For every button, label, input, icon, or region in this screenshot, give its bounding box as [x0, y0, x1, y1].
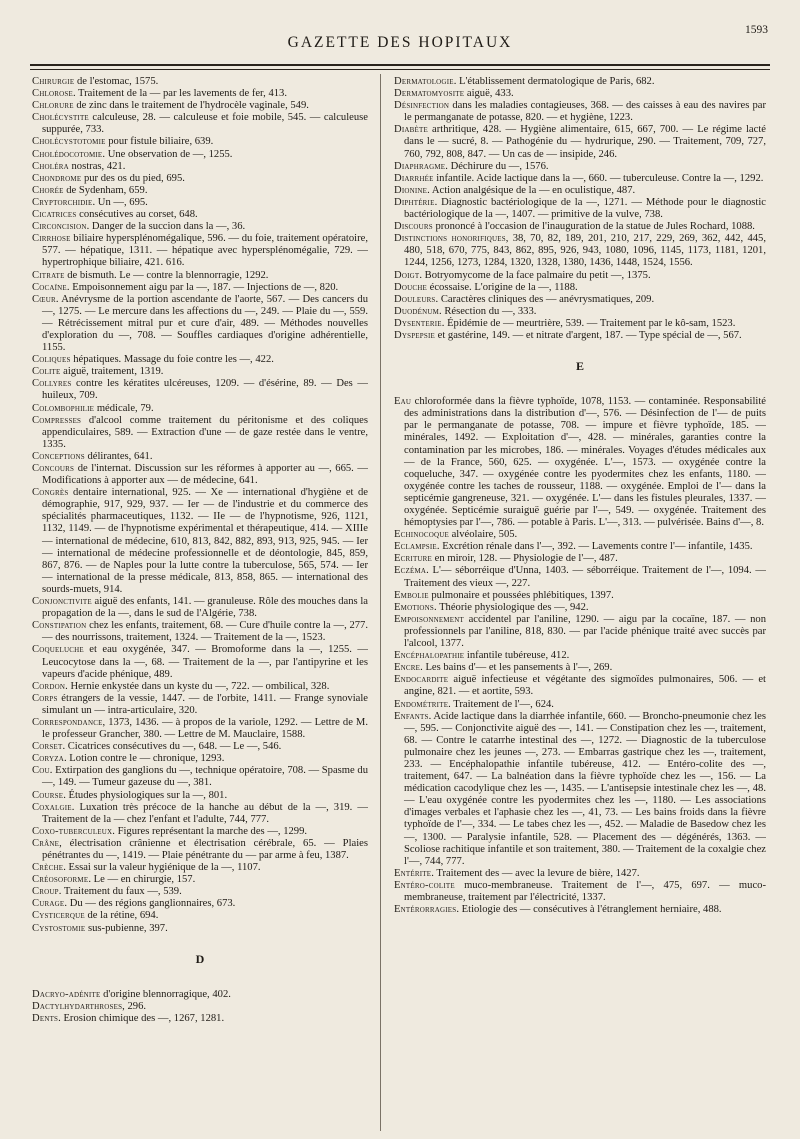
index-entry	[394, 100, 766, 124]
entry-headword: Diaphragme	[394, 160, 446, 172]
entry-text: . Résection du —, 333.	[439, 305, 537, 317]
entry-text: aiguë, traitement, 1319.	[60, 366, 164, 378]
entry-headword: Enfants	[394, 710, 429, 722]
entry-text: de la rétine, 694.	[84, 910, 159, 922]
entry-headword: Cocaïne	[32, 281, 67, 293]
index-entry	[394, 221, 766, 233]
entry-text: . Déchirure du —, 1576.	[445, 160, 549, 172]
page-number: 1593	[745, 24, 768, 36]
section-letter-e: E	[575, 359, 584, 374]
index-entry	[32, 403, 368, 415]
entry-headword: Ecriture	[394, 553, 433, 565]
entry-text: . Traitement du faux —, 539.	[58, 886, 182, 898]
entry-text: biliaire hypersplénomégalique, 596. — du foie, traitement opératoire, 577. — hépatique, 1311. — hépatique avec hypersplénomégalie, 729. — hypertrophique biliaire, 421. 616.	[42, 233, 368, 269]
entry-headword: Entéro-colite	[394, 879, 455, 891]
index-entry	[394, 270, 766, 282]
index-entry	[32, 923, 368, 935]
index-entry	[32, 989, 368, 1001]
entry-text: . Traitement de la — par les lavements de fer, 413.	[72, 88, 287, 100]
index-entry	[32, 76, 368, 88]
entry-headword: Citrate	[32, 269, 65, 281]
entry-text: consécutives au corset, 648.	[76, 209, 198, 221]
entry-text: contre les kératites ulcéreuses, 1209. — d'ésérine, 89. — Des — huileux, 709.	[42, 378, 368, 402]
index-entry	[32, 741, 368, 753]
right-column	[394, 76, 766, 1131]
entry-text: dentaire international, 925. — Xe — international d'hygiène et de démographie, 917, 929, 937. — Ier — de l'industrie et du commerce des spécialités pharmaceutiques, 1132. — IIe — de l'hypnotisme, 926, 1121, 1132, 1149. — de l'hypnotisme expérimental et thérapeutique, 414. — XIIIe — international de médecine, 610, 813, 842, 882, 893, 913, 925, 945. — Ier — international de médecine professionnelle et de déontologie, 845, 859, 867, 876. — de Naples pour la lutte contre la tuberculose, 565, 574. — Ier — international de la presse médicale, 813, 858, 865. — international des sourds-muets, 914.	[42, 487, 368, 595]
entry-headword: Entérite	[394, 867, 432, 879]
entry-text: de Sydenham, 659.	[63, 184, 148, 196]
entry-headword: Cirrhose	[32, 233, 71, 245]
entry-text: pour fistule biliaire, 639.	[105, 136, 214, 148]
index-entry	[32, 185, 368, 197]
index-entry	[394, 76, 766, 88]
index-entry	[32, 802, 368, 826]
index-entry	[394, 161, 766, 173]
entry-text: . Anévrysme de la portion ascendante de l'aorte, 567. — Des cancers du —, 1275. — Le mercure dans les affections du —, 249. — Plaie du —, 559. — Rétrécissement mitral pur et cure d'air, 489. — Méthodes nouvelles d'exploration du —, 708. — Souffles cardiaques d'origine adhérentielle, 1155.	[42, 293, 368, 354]
index-entries-d	[32, 989, 368, 1025]
index-entry	[394, 233, 766, 269]
entry-text: dans les maladies contagieuses, 368. — des caisses à eau des navires par le permanganate de potasse, 820. — et hygiène, 1223.	[404, 100, 766, 124]
entry-text: aiguë, 433.	[464, 88, 514, 100]
entry-text: . Erosion chimique des —, 1267, 1281.	[58, 1012, 225, 1024]
entry-text: . L'— séborréique d'Unna, 1403. — séborréique. Traitement de l'—, 1094. — Traitement des vieux —, 227.	[404, 565, 766, 589]
entry-headword: Encéphalopathie	[394, 650, 465, 662]
entry-headword: Créosoforme	[32, 874, 89, 886]
entry-headword: Embolie	[394, 589, 429, 601]
index-entry	[394, 553, 766, 565]
index-entry	[394, 590, 766, 602]
entry-text: chloroformée dans la fièvre typhoïde, 1078, 1153. — contaminée. Responsabilité des administrations dans la distribution d'—, 576. — Désinfection de l'— de puits par le permanganate de potasse, 708. — impure et fièvre typhoïde, 185. — minérales, 1492. — Exploitation d'—, 428. — minérales, garanties contre la contamination par les microbes, 186. — minérales. Voyages d'études médicales aux — de la France, 560, 625. — oxygénée. L'—, 1573. — oxygénée contre la coqueluche, 347. — oxygénée contre les pyodermites chez les enfants, 1180. — oxygénée contre les taches de rousseur, 1188. — oxygénée. Emploi de l'— dans la septicémie gangreneuse, 321. — oxygénée. L'— dans les fistules pleurales, 1337. — oxygénée. Septicémie suraiguë guérie par l'—, 549. — oxygénée. Traitement des hémoptysies par l'—, 786. — potable à Paris. L'—, 313. — pulvérisée. Bains d'—, 8.	[404, 396, 766, 529]
entry-headword: Cordon	[32, 680, 66, 692]
header-rule	[30, 69, 770, 70]
entry-headword: Colombophilie	[32, 402, 95, 414]
entry-headword: Dents	[32, 1012, 59, 1024]
entry-headword: Douche	[394, 281, 427, 293]
entry-headword: Entérorragies	[394, 904, 457, 916]
entry-headword: Conjonctivite	[32, 596, 92, 608]
entry-headword: Cholécystite	[32, 112, 89, 124]
index-entries-d-continued	[394, 76, 766, 342]
index-entry	[32, 415, 368, 451]
entry-headword: Chirurgie	[32, 76, 75, 87]
index-entry	[394, 185, 766, 197]
entry-text: sus-pubienne, 397.	[85, 922, 168, 934]
entry-headword: Crèche	[32, 862, 64, 874]
index-entry	[32, 487, 368, 596]
entry-headword: Circoncision	[32, 221, 87, 233]
index-entry	[32, 790, 368, 802]
entry-text: de l'estomac, 1575.	[74, 76, 159, 87]
entry-headword: Course	[32, 789, 64, 801]
entry-headword: Chorée	[32, 184, 64, 196]
index-entry	[32, 874, 368, 886]
index-entry	[32, 197, 368, 209]
entry-text: en miroir, 128. — Physiologie de l'—, 487.	[432, 553, 618, 565]
entry-text: . Figures représentant la marche des —, 1299.	[112, 825, 308, 837]
index-entry	[394, 124, 766, 160]
entry-headword: Douleurs	[394, 293, 436, 305]
entry-text: . Excrétion rénale dans l'—, 392. — Lavements contre l'— infantile, 1435.	[436, 541, 753, 553]
entry-headword: Collyres	[32, 378, 72, 390]
entry-headword: Cicatrices	[32, 209, 77, 221]
index-entry	[32, 136, 368, 148]
entry-headword: Corps	[32, 692, 58, 704]
entry-headword: Chondrome	[32, 172, 82, 184]
entry-headword: Diabète	[394, 124, 428, 136]
entry-headword: Eau	[394, 396, 412, 408]
index-entry	[32, 1013, 368, 1025]
index-entry	[32, 596, 368, 620]
entry-headword: Cœur	[32, 293, 56, 305]
entry-text: arthritique, 428. — Hygiène alimentaire, 615, 667, 700. — Le régime lacté dans le — sucré, 8. — Pathogénie du — hydrurique, 290. — Traitement, 709, 727, 760, 792, 808, 847. — Un cas de — insipide, 246.	[404, 124, 766, 160]
index-entry	[394, 650, 766, 662]
entry-headword: Echinocoque	[394, 529, 449, 541]
entry-text: infantile. Acide lactique dans la —, 660. — tuberculeuse. Contre la —, 1292.	[433, 172, 764, 184]
entry-text: . Théorie physiologique des —, 942.	[433, 601, 589, 613]
entry-text: pulmonaire et poussées phlébitiques, 1397.	[428, 589, 614, 601]
entry-headword: Cystostomie	[32, 922, 86, 934]
index-entry	[32, 233, 368, 269]
entry-text: . Empoisonnement aigu par la —, 187. — Injections de —, 820.	[66, 281, 339, 293]
index-entry	[32, 354, 368, 366]
entry-headword: Cholécystotomie	[32, 136, 106, 148]
entry-headword: Duodénum	[394, 305, 440, 317]
entry-headword: Cysticerque	[32, 910, 85, 922]
index-entry	[32, 378, 368, 402]
entry-headword: Dermatologie	[394, 76, 454, 87]
entry-text: . Épidémie de — meurtrière, 539. — Traitement par le kô-sam, 1523.	[441, 317, 736, 329]
entry-text: . L'établissement dermatologique de Paris, 682.	[453, 76, 655, 87]
column-separator	[380, 74, 381, 1131]
entry-text: . Cicatrices consécutives du —, 648. — Le —, 546.	[62, 741, 282, 753]
entry-text: . Diagnostic bactériologique de la —, 1271. — Méthode pour le diagnostic bactériologique de la —, 1407. — primitive de la vulve, 738.	[404, 196, 766, 221]
entry-text: . Hernie enkystée dans un kyste du —, 722. — ombilical, 328.	[65, 680, 330, 692]
entry-text: . Lotion contre le — chronique, 1293.	[64, 753, 225, 765]
index-entry	[32, 644, 368, 680]
entry-text: d'alcool comme traitement du péritonisme et des coliques appendiculaires, 589. — Extraction d'une — de gaze restée dans le ventre, 1335.	[42, 414, 368, 450]
index-entry	[394, 330, 766, 342]
entry-text: et gastérine, 149. — et nitrate d'argent, 187. — Type spécial de —, 567.	[434, 329, 742, 341]
entry-headword: Dermatomyosite	[394, 88, 465, 100]
entry-headword: Diarrhée	[394, 172, 434, 184]
entry-headword: Dysenterie	[394, 317, 442, 329]
entry-headword: Dyspepsie	[394, 329, 435, 341]
index-entry	[32, 451, 368, 463]
entry-text: de bismuth. Le — contre la blennorragie, 1292.	[64, 269, 269, 281]
entry-headword: Croup	[32, 886, 59, 898]
entry-text: . Essai sur la valeur hygiénique de la —, 1107.	[63, 862, 261, 874]
entry-headword: Coliques	[32, 354, 71, 366]
entry-text: . Traitement des — avec la levure de bière, 1427.	[431, 867, 640, 879]
entry-headword: Discours	[394, 221, 433, 233]
index-entry	[32, 717, 368, 741]
index-entry	[32, 693, 368, 717]
entry-text: . Le — en chirurgie, 157.	[88, 874, 196, 886]
entry-headword: Coxo-tuberculeux	[32, 825, 113, 837]
entry-headword: Corset	[32, 741, 63, 753]
index-entry	[32, 100, 368, 112]
entry-text: prononcé à l'occasion de l'inauguration de la statue de Jules Rochard, 1088.	[432, 221, 755, 233]
index-entry	[394, 306, 766, 318]
entry-headword: Diphtérie	[394, 196, 435, 208]
left-column	[32, 76, 368, 1131]
entry-text: calculeuse, 28. — calculeuse et foie mobile, 545. — calculeuse suppurée, 733.	[42, 112, 368, 136]
entry-text: . Acide lactique dans la diarrhée infantile, 660. — Broncho-pneumonie chez les —, 595. — Conjonctivite aiguë des —, 141. — Constipation chez les —, traitement, 68. — Contre le catarrhe intestinal des —, 1272. — Diagnostic de la tuberculose pulmonaire chez les jeunes —, 273. — Embarras gastrique chez les —, traitement, 233. — Encéphalopathie infantile tubéreuse, 412. — Entéro-colite des —, traitement, 647. — La balnéation dans la fièvre typhoïde chez les —, 156. — La médication cacodylique chez les —, 1435. — L'antisepsie intestinale chez les —, 48. — L'eau oxygénée contre les pyodermites chez les —, 1180. — Les associations d'images verbales et l'aphasie chez les —, 41, 73. — Les bains froids dans la fièvre typhoïde de l'—, 334. — Le tabes chez les —, 452. — Maladie de Basedow chez les —, 1300. — Paralysie infantile, 528. — Placement des — dégénérés, 1363. — Scoliose rachitique infantile et son traitement, 380. — Traitement de la coxalgie chez l'—, 744, 777.	[404, 710, 766, 867]
entry-text: médicale, 79.	[94, 402, 154, 414]
entry-headword: Cou	[32, 765, 50, 777]
entry-headword: Compresses	[32, 414, 82, 426]
entry-text: , électrisation crânienne et électrisation cérébrale, 65. — Plaies pénétrantes du —, 1419. — Plaie pénétrante du — par arme à feu, 1387.	[42, 837, 368, 861]
journal-title: GAZETTE DES HOPITAUX	[287, 34, 513, 51]
entry-headword: Cryptorchidie	[32, 196, 93, 208]
entry-headword: Colite	[32, 366, 61, 378]
index-entry	[32, 681, 368, 693]
index-entry	[394, 541, 766, 553]
entry-headword: Empoisonnement	[394, 613, 464, 625]
entry-text: . Etiologie des — consécutives à l'étranglement herniaire, 488.	[456, 904, 722, 916]
entry-text: , 38, 70, 82, 189, 201, 210, 217, 229, 269, 362, 442, 445, 480, 518, 670, 775, 843, 862, 895, 926, 943, 1080, 1096, 1145, 1173, 1181, 1201, 1244, 1256, 1273, 1284, 1320, 1328, 1380, 1436, 1448, 1524, 1556.	[404, 233, 766, 269]
section-letter-d: D	[195, 951, 205, 966]
entry-text: . Traitement de l'—, 624.	[448, 698, 554, 710]
entry-headword: Curage	[32, 898, 65, 910]
index-entry	[32, 221, 368, 233]
index-entry	[32, 161, 368, 173]
entry-text: pur des os du pied, 695.	[81, 172, 185, 184]
index-entry	[394, 396, 766, 529]
entry-text: . Danger de la succion dans la —, 36.	[86, 221, 246, 233]
index-entry	[394, 197, 766, 221]
entry-text: . Extirpation des ganglions du —, technique opératoire, 708. — Spasme du —, 149. — Tumeur gazeuse du —, 381.	[42, 765, 368, 789]
entry-text: . Luxation très précoce de la hanche au début de la —, 319. — Traitement de la — chez l'enfant et l'adulte, 744, 777.	[42, 801, 368, 825]
entry-text: de l'internat. Discussion sur les réformes à apporter au —, 665. — Modifications à apporter aux — de médecine, 641.	[42, 463, 368, 487]
index-entry	[32, 209, 368, 221]
entry-headword: Chlorure	[32, 100, 74, 112]
entry-text: alvéolaire, 505.	[448, 529, 518, 541]
index-entry	[32, 862, 368, 874]
index-entry	[32, 173, 368, 185]
entry-headword: Choléra	[32, 160, 69, 172]
index-entry	[394, 674, 766, 698]
index-entry	[32, 112, 368, 136]
entry-headword: Désinfection	[394, 100, 450, 112]
index-entry	[32, 753, 368, 765]
entry-headword: Endométrite	[394, 698, 449, 710]
entry-headword: Dionine	[394, 184, 428, 196]
entry-headword: Encre	[394, 662, 421, 674]
index-entry	[394, 173, 766, 185]
entry-text: écossaise. L'origine de la —, 1188.	[426, 281, 578, 293]
index-entries-e	[394, 396, 766, 916]
index-entry	[394, 529, 766, 541]
entry-text: délirantes, 641.	[84, 450, 153, 462]
entry-headword: Constipation	[32, 620, 87, 632]
entry-headword: Emotions	[394, 601, 434, 613]
index-entry	[394, 88, 766, 100]
entry-text: . Action analgésique de la — en oculistique, 487.	[427, 184, 636, 196]
entry-headword: Coxalgie	[32, 801, 72, 813]
index-entry	[32, 294, 368, 354]
entry-text: . Botryomycome de la face palmaire du petit —, 1375.	[419, 269, 651, 281]
index-entry	[32, 366, 368, 378]
index-entry	[394, 880, 766, 904]
index-entry	[394, 711, 766, 868]
index-entry	[394, 662, 766, 674]
index-entry	[32, 620, 368, 644]
index-entry	[394, 282, 766, 294]
entry-headword: Correspondance	[32, 716, 103, 728]
entry-text: aiguë des enfants, 141. — granuleuse. Rôle des mouches dans la propagation de la —, dans le sud de l'Algérie, 738.	[42, 596, 368, 620]
index-entries-c	[32, 76, 368, 935]
entry-text: . Un —, 695.	[92, 196, 148, 208]
index-entry	[32, 886, 368, 898]
entry-headword: Dactylhydarthroses	[32, 1000, 123, 1012]
index-entry	[32, 910, 368, 922]
entry-text: . Caractères cliniques des — anévrysmatiques, 209.	[435, 293, 655, 305]
entry-headword: Distinctions honorifiques	[394, 233, 506, 245]
entry-text: , 1373, 1436. — à propos de la variole, 1292. — Lettre de M. le professeur Grancher, 380. — Lettre de M. Mauclaire, 1588.	[42, 716, 368, 741]
entry-text: hépatiques. Massage du foie contre les —, 422.	[70, 354, 274, 366]
entry-headword: Congrès	[32, 487, 69, 499]
index-entry	[32, 1001, 368, 1013]
entry-headword: Conceptions	[32, 450, 85, 462]
index-entry	[394, 602, 766, 614]
index-entry	[32, 898, 368, 910]
index-entry	[394, 699, 766, 711]
entry-text: chez les enfants, traitement, 68. — Cure d'huile contre la —, 277. — des nourrissons, traitement, 1324. — Traitement de la —, 1523.	[42, 620, 368, 644]
index-entry	[32, 765, 368, 789]
entry-text: aiguë infectieuse et végétante des sigmoïdes pulmonaires, 506. — et angine, 821. — et aortite, 593.	[404, 674, 766, 698]
index-entry	[32, 838, 368, 862]
index-entry	[394, 294, 766, 306]
index-entry	[32, 826, 368, 838]
entry-headword: Coqueluche	[32, 644, 84, 656]
entry-text: . Études physiologiques sur la —, 801.	[63, 789, 228, 801]
entry-headword: Eclampsie	[394, 541, 437, 553]
entry-text: de zinc dans le traitement de l'hydrocèle vaginale, 549.	[73, 100, 309, 112]
index-entry	[32, 463, 368, 487]
index-entry	[394, 318, 766, 330]
entry-headword: Dacryo-adénite	[32, 988, 101, 1000]
entry-text: . Du — des régions ganglionnaires, 673.	[64, 898, 236, 910]
entry-text: . Les bains d'— et les pansements à l'—, 269.	[420, 662, 613, 674]
entry-text: accidentel par l'aniline, 1290. — aigu par la cocaïne, 187. — non professionnels par l'aniline, 818, 830. — par l'acide phénique traité avec succès par l'alcool, 1377.	[404, 613, 766, 650]
running-header	[30, 18, 770, 66]
index-entry	[32, 282, 368, 294]
index-entry	[32, 270, 368, 282]
entry-text: nostras, 421.	[68, 160, 126, 172]
entry-headword: Concours	[32, 463, 75, 474]
entry-text: infantile tubéreuse, 412.	[464, 650, 570, 662]
index-entry	[394, 565, 766, 589]
entry-text: étrangers de la vessie, 1447. — de l'orbite, 1411. — Frange synoviale simulant un — intra-articulaire, 320.	[42, 692, 368, 716]
entry-text: , 296.	[122, 1000, 147, 1012]
index-entry	[32, 149, 368, 161]
entry-headword: Chlorose	[32, 88, 73, 100]
entry-headword: Coryza	[32, 753, 64, 765]
index-entry	[394, 904, 766, 916]
entry-text: muco-membraneuse. Traitement de l'—, 475, 697. — muco-membraneuse, traitement par l'électricité, 1337.	[404, 879, 766, 903]
entry-headword: Crâne	[32, 837, 60, 849]
index-entry	[394, 868, 766, 880]
entry-text: . Une observation de —, 1255.	[102, 148, 233, 160]
entry-text: et eau oxygénée, 347. — Bromoforme dans la —, 1255. — Leucocytose dans la —, 68. — Traitement de la —, par l'antipyrine et les vapeurs d'acide phénique, 489.	[42, 644, 368, 680]
index-entry	[32, 88, 368, 100]
entry-headword: Cholédocotomie	[32, 148, 103, 160]
entry-headword: Endocardite	[394, 674, 449, 686]
entry-text: d'origine blennorragique, 402.	[100, 988, 231, 1000]
index-entry	[394, 614, 766, 650]
entry-headword: Eczéma	[394, 565, 427, 577]
entry-headword: Doigt	[394, 269, 420, 281]
